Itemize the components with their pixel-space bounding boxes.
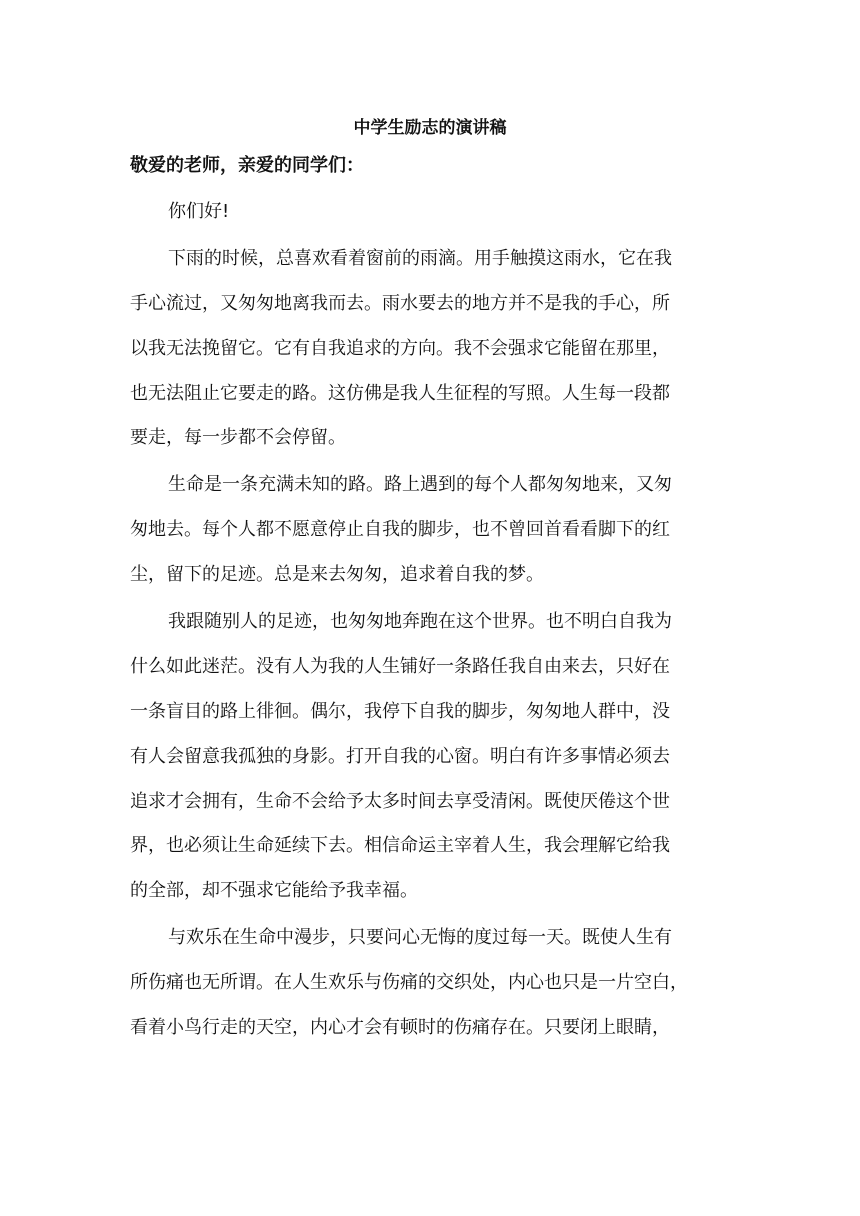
paragraph [130, 470, 730, 605]
paragraph-line: 我跟随别人的足迹，也匆匆地奔跑在这个世界。也不明白自我为 [168, 611, 672, 633]
paragraph-line: 看着小鸟行走的天空，内心才会有顿时的伤痛存在。只要闭上眼睛， [130, 1017, 670, 1039]
salutation: 敬爱的老师，亲爱的同学们： [130, 155, 364, 176]
paragraph-line: 追求才会拥有，生命不会给予太多时间去享受清闲。既使厌倦这个世 [130, 790, 670, 812]
paragraph-line: 什么如此迷茫。没有人为我的人生铺好一条路任我自由来去，只好在 [130, 655, 670, 677]
paragraph [130, 923, 730, 1058]
paragraph-line: 与欢乐在生命中漫步，只要问心无悔的度过每一天。既使人生有 [168, 927, 672, 949]
paragraph-line: 一条盲目的路上徘徊。偶尔，我停下自我的脚步，匆匆地人群中，没 [130, 700, 670, 722]
paragraph-line: 手心流过，又匆匆地离我而去。雨水要去的地方并不是我的手心，所 [130, 292, 670, 314]
paragraph-line: 尘，留下的足迹。总是来去匆匆，追求着自我的梦。 [130, 564, 544, 586]
paragraph [130, 197, 730, 242]
paragraph-line: 你们好! [168, 201, 230, 222]
paragraph-line: 要走，每一步都不会停留。 [130, 427, 346, 449]
paragraph-line: 匆地去。每个人都不愿意停止自我的脚步，也不曾回首看看脚下的红 [130, 519, 670, 541]
document-body [130, 197, 730, 1060]
paragraph-line: 界，也必须让生命延续下去。相信命运主宰着人生，我会理解它给我 [130, 835, 670, 857]
paragraph-line: 也无法阻止它要走的路。这仿佛是我人生征程的写照。人生每一段都 [130, 382, 670, 404]
paragraph-line: 生命是一条充满未知的路。路上遇到的每个人都匆匆地来，又匆 [168, 474, 672, 496]
paragraph [130, 607, 730, 921]
paragraph-line: 所伤痛也无所谓。在人生欢乐与伤痛的交织处，内心也只是一片空白， [130, 972, 688, 994]
paragraph-line: 下雨的时候，总喜欢看着窗前的雨滴。用手触摸这雨水，它在我 [168, 247, 672, 269]
paragraph-line: 以我无法挽留它。它有自我追求的方向。我不会强求它能留在那里， [130, 337, 670, 359]
paragraph-line: 有人会留意我孤独的身影。打开自我的心窗。明白有许多事情必须去 [130, 745, 670, 767]
document-title: 中学生励志的演讲稿 [353, 118, 507, 138]
paragraph-line: 的全部，却不强求它能给予我幸福。 [130, 880, 418, 902]
paragraph [130, 244, 730, 468]
